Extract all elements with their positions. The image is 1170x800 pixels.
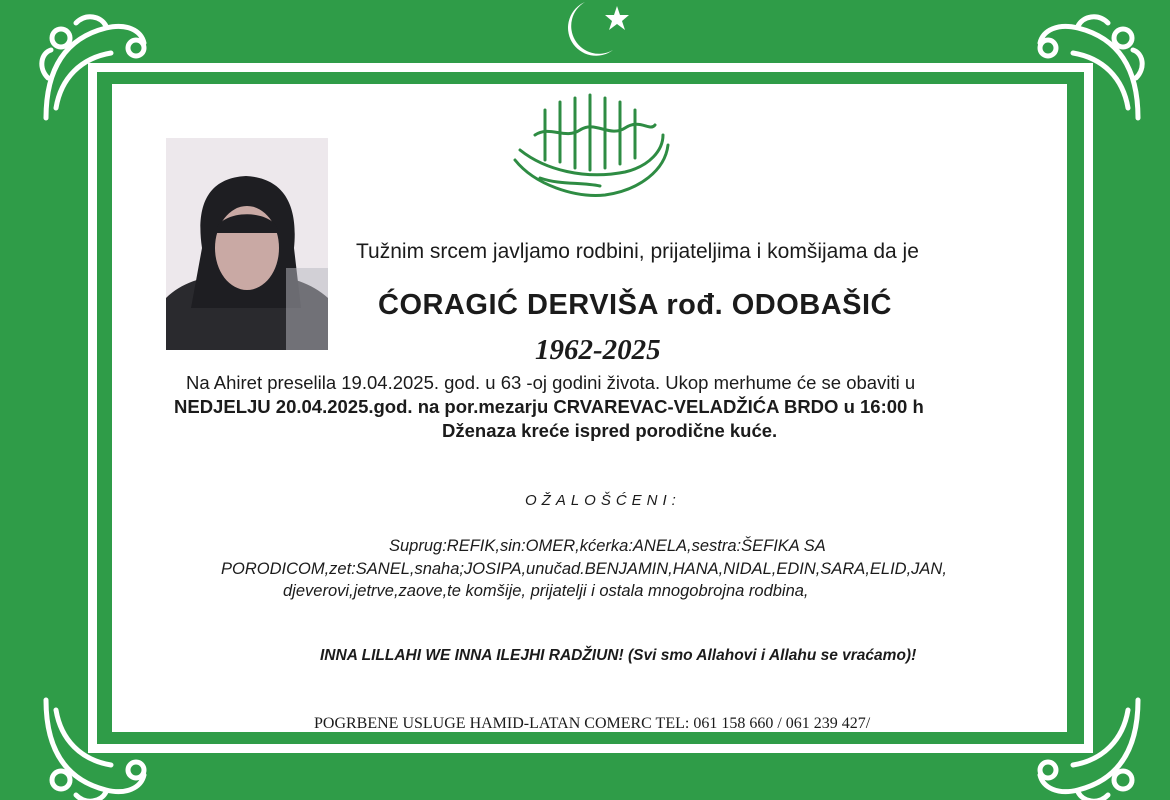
- floral-corner-ornament-icon: [36, 690, 156, 800]
- arabic-calligraphy-icon: [505, 90, 675, 205]
- mourners-line: djeverovi,jetrve,zaove,te komšije, prijatelji i ostala mnogobrojna rodbina,: [283, 582, 809, 600]
- floral-corner-ornament-icon: [1028, 8, 1148, 128]
- burial-info: NEDJELJU 20.04.2025.god. na por.mezarju CRVAREVAC-VELADŽIĆA BRDO u 16:00 h: [174, 396, 924, 417]
- floral-corner-ornament-icon: [1028, 690, 1148, 800]
- crescent-star-icon: [555, 0, 645, 60]
- death-info: Na Ahiret preselila 19.04.2025. god. u 63 -oj godini života. Ukop merhume će se obaviti u: [186, 372, 916, 393]
- mourners-line: Suprug:REFIK,sin:OMER,kćerka:ANELA,sestra:ŠEFIKA SA: [389, 537, 826, 555]
- deceased-name: ĆORAGIĆ DERVIŠA rođ. ODOBAŠIĆ: [378, 289, 892, 321]
- prayer-text: INNA LILLAHI WE INNA ILEJHI RADŽIUN! (Svi smo Allahovi i Allahu se vraćamo)!: [320, 647, 917, 664]
- intro-text: Tužnim srcem javljamo rodbini, prijateljima i komšijama da je: [356, 240, 919, 263]
- life-years: 1962-2025: [535, 334, 661, 366]
- mourners-line: PORODICOM,zet:SANEL,snaha;JOSIPA,unučad.BENJAMIN,HANA,NIDAL,EDIN,SARA,ELID,JAN,: [221, 560, 947, 578]
- mourners-title: OŽALOŠĆENI:: [525, 492, 681, 509]
- funeral-procession-info: Dženaza kreće ispred porodične kuće.: [442, 420, 778, 441]
- funeral-service-footer: POGRBENE USLUGE HAMID-LATAN COMERC TEL: 061 158 660 / 061 239 427/: [314, 715, 871, 732]
- floral-corner-ornament-icon: [36, 8, 156, 128]
- deceased-photo: [166, 138, 328, 350]
